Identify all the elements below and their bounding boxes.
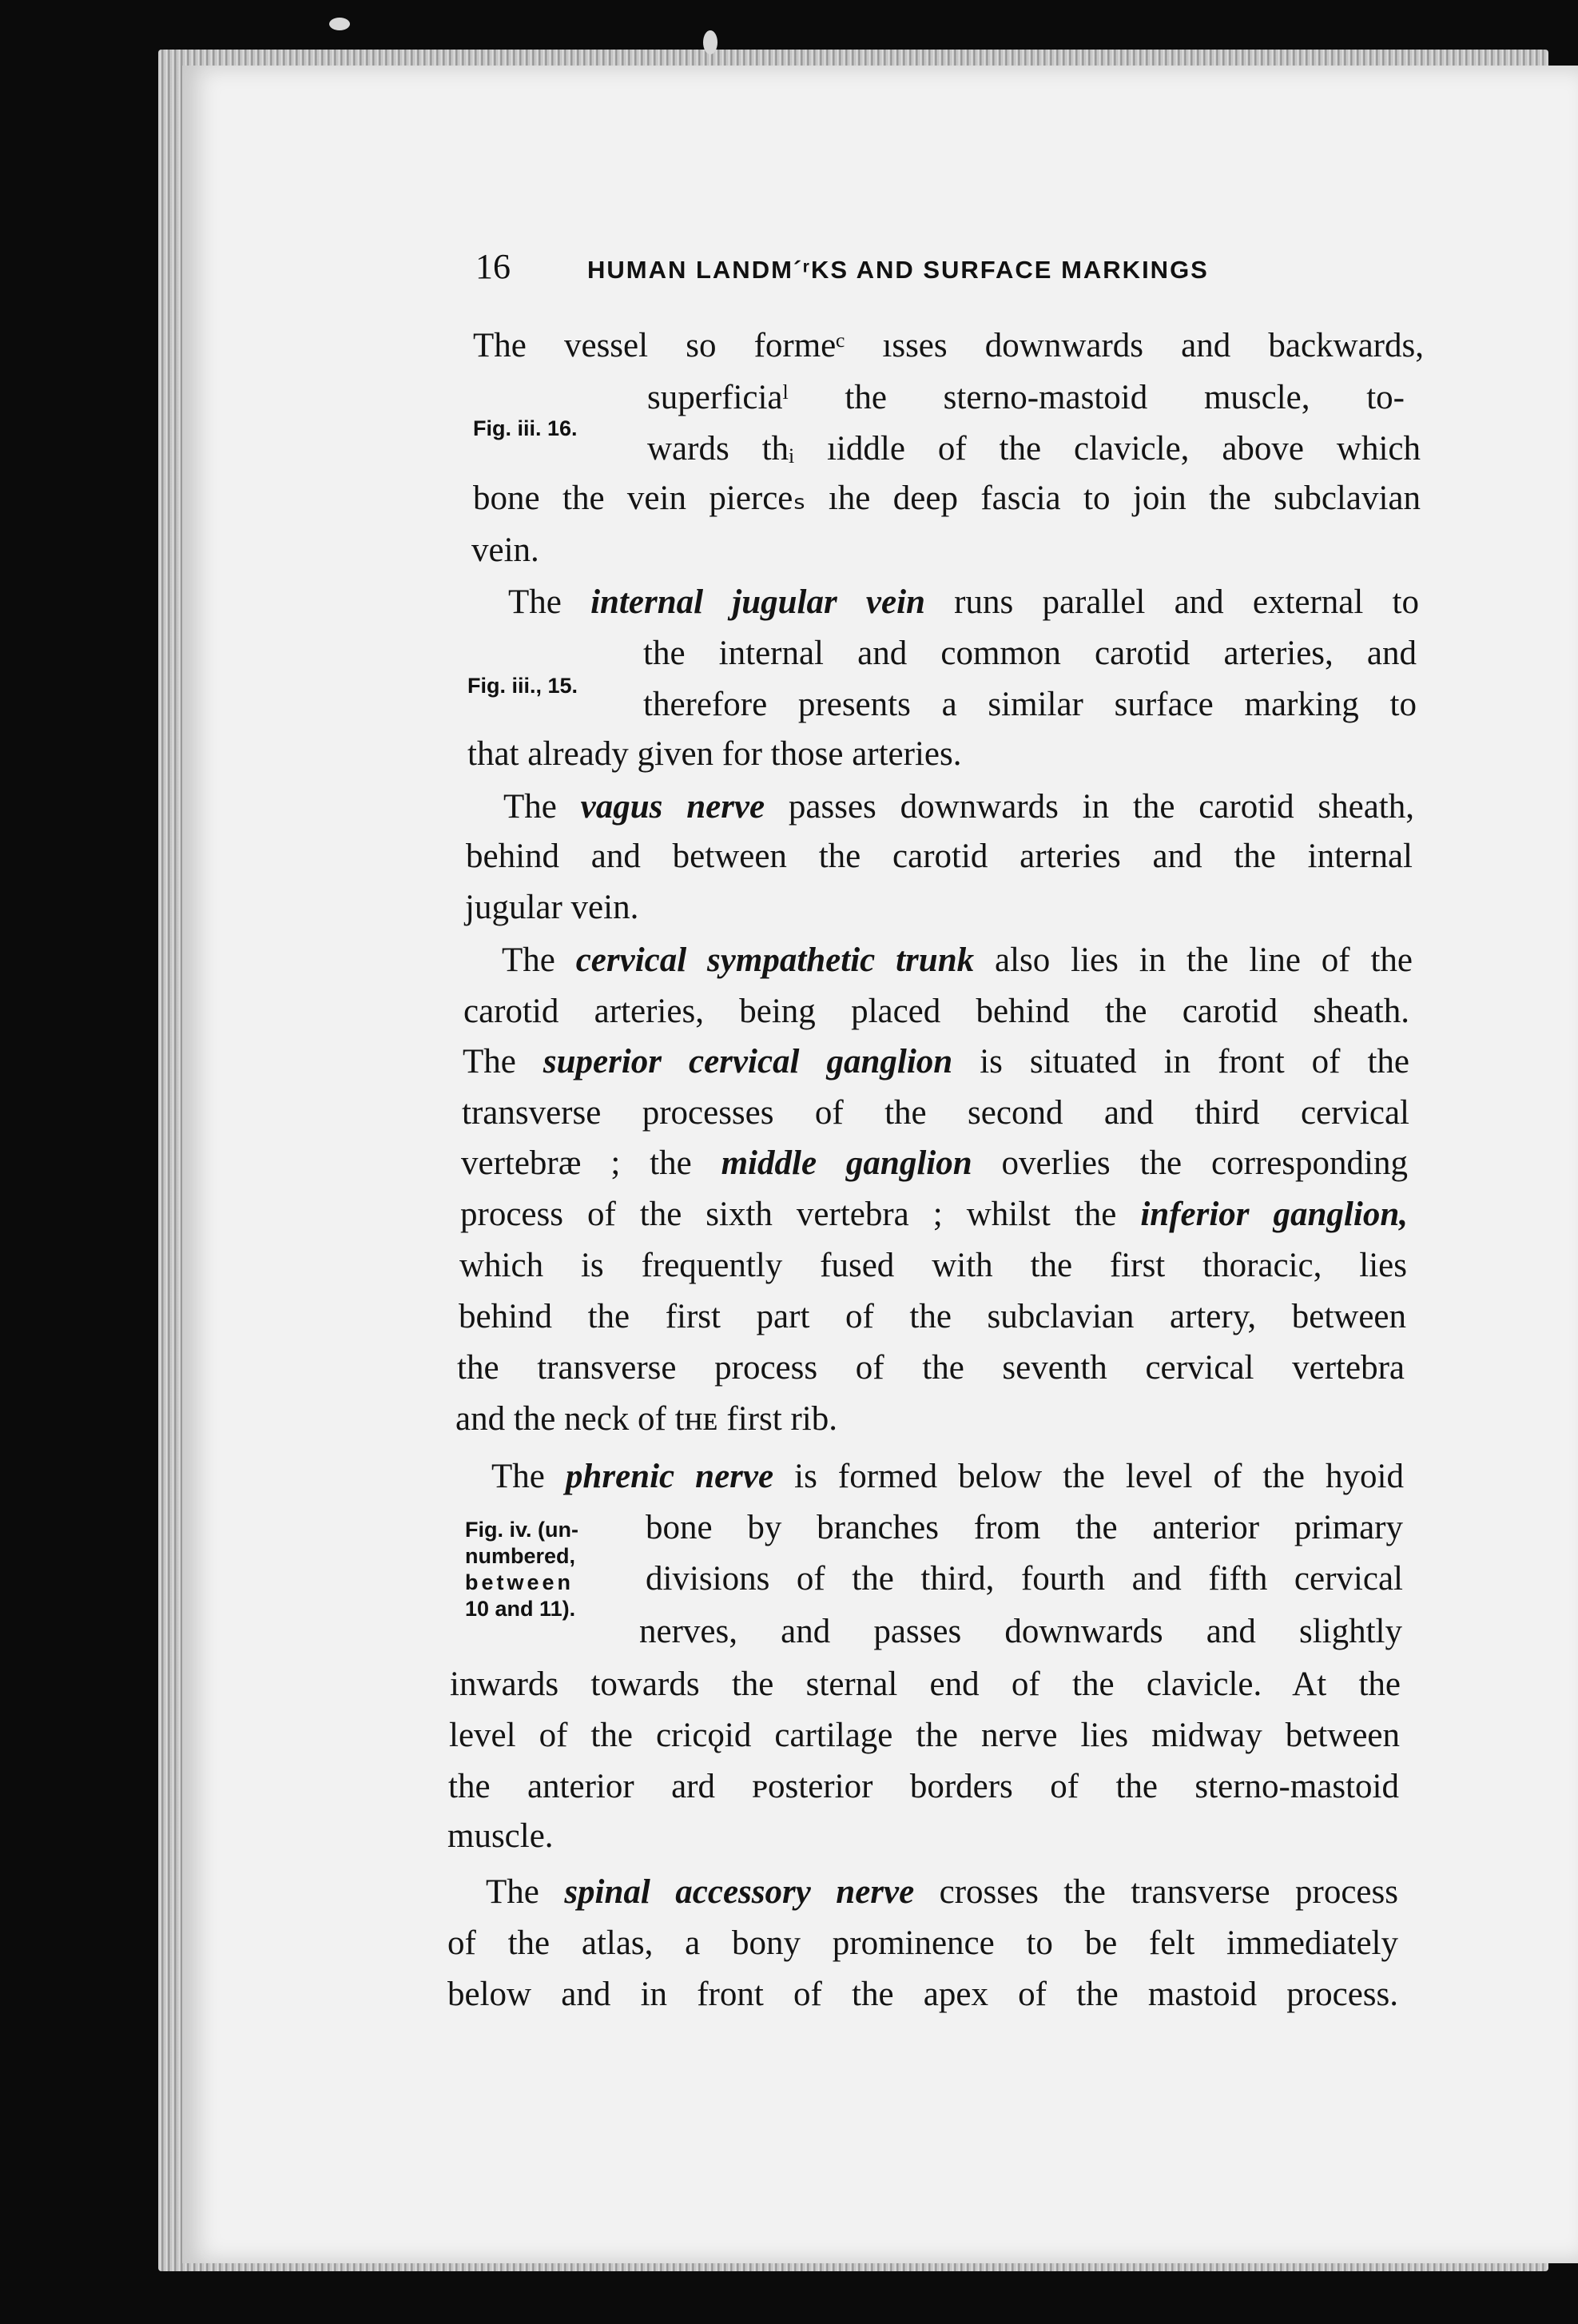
text-line: that already given for those arteries. <box>467 735 962 773</box>
text-line: jugular vein. <box>465 889 639 926</box>
anatomical-term: middle ganglion <box>721 1144 972 1182</box>
text-line: therefore presents a similar surface marking to <box>643 686 1417 723</box>
anatomical-term: phrenic nerve <box>565 1458 774 1495</box>
text-line: The vagus nerve passes downwards in the carotid sheath, <box>503 788 1414 826</box>
figure-reference-margin-note: Fig. iii. 16. <box>473 416 578 440</box>
text-line: The internal jugular vein runs parallel and external to <box>508 583 1419 621</box>
anatomical-term: inferior ganglion, <box>1140 1196 1408 1233</box>
text-line: vertebræ ; the middle ganglion overlies the corresponding <box>461 1144 1408 1182</box>
text-line: superficiaˡ the sterno-mastoid muscle, to- <box>647 379 1405 416</box>
text-line: The phrenic nerve is formed below the level of the hyoid <box>491 1458 1404 1495</box>
text-line: the transverse process of the seventh cervical vertebra <box>457 1349 1405 1387</box>
text-line: muscle. <box>447 1817 554 1855</box>
scan-speck <box>329 18 350 30</box>
anatomical-term: spinal accessory nerve <box>564 1873 915 1911</box>
text-line: vein. <box>471 531 539 569</box>
text-line: of the atlas, a bony prominence to be felt immediately <box>447 1924 1398 1962</box>
page-header <box>475 240 1426 304</box>
anatomical-term: cervical sympathetic trunk <box>575 941 975 979</box>
text-line: the internal and common carotid arteries, and <box>643 635 1417 672</box>
text-line: process of the sixth vertebra ; whilst the inferior ganglion, <box>460 1196 1408 1233</box>
text-line: The cervical sympathetic trunk also lies in the line of the <box>502 941 1413 979</box>
text-line: The vessel so formeᶜ ısses downwards and backwards, <box>473 327 1424 364</box>
anatomical-term: vagus nerve <box>580 788 765 826</box>
text-line: carotid arteries, being placed behind the carotid sheath. <box>463 993 1409 1030</box>
text-line: behind and between the carotid arteries and the internal <box>466 838 1413 875</box>
text-line: The spinal accessory nerve crosses the transverse process <box>486 1873 1398 1911</box>
text-line: bone by branches from the anterior primary <box>646 1509 1403 1546</box>
text-line: transverse processes of the second and third cervical <box>462 1094 1409 1132</box>
running-head: HUMAN LANDM´ʳKS AND SURFACE MARKINGS <box>587 256 1209 284</box>
text-line: divisions of the third, fourth and fifth cervical <box>646 1560 1403 1598</box>
figure-reference-margin-note: Fig. iv. (un- numbered, between 10 and 11). <box>465 1518 578 1621</box>
text-line: inwards towards the sternal end of the clavicle. At the <box>450 1665 1401 1703</box>
text-line: behind the first part of the subclavian artery, between <box>459 1298 1406 1335</box>
page-number: 16 <box>475 247 511 286</box>
text-line: The superior cervical ganglion is situated in front of the <box>463 1043 1410 1080</box>
anatomical-term: superior cervical ganglion <box>543 1043 953 1080</box>
text-line: nerves, and passes downwards and slightly <box>639 1613 1402 1650</box>
anatomical-term: internal jugular vein <box>590 583 925 621</box>
text-line: level of the cricǫid cartilage the nerve lies midway between <box>449 1717 1400 1754</box>
text-line: below and in front of the apex of the mastoid process. <box>447 1976 1398 2013</box>
text-line: wards thᵢ ıiddle of the clavicle, above which <box>647 430 1421 468</box>
text-line: which is frequently fused with the first thoracic, lies <box>459 1247 1407 1284</box>
text-line: bone the vein pierceₛ ıhe deep fascia to join the subclavian <box>473 480 1421 517</box>
text-line: and the neck of tʜᴇ first rib. <box>455 1400 837 1438</box>
text-line: the anterior ard ᴘᴏsterior borders of the sterno-mastoid <box>448 1768 1399 1805</box>
scan-speck <box>703 30 717 54</box>
figure-reference-margin-note: Fig. iii., 15. <box>467 674 578 698</box>
